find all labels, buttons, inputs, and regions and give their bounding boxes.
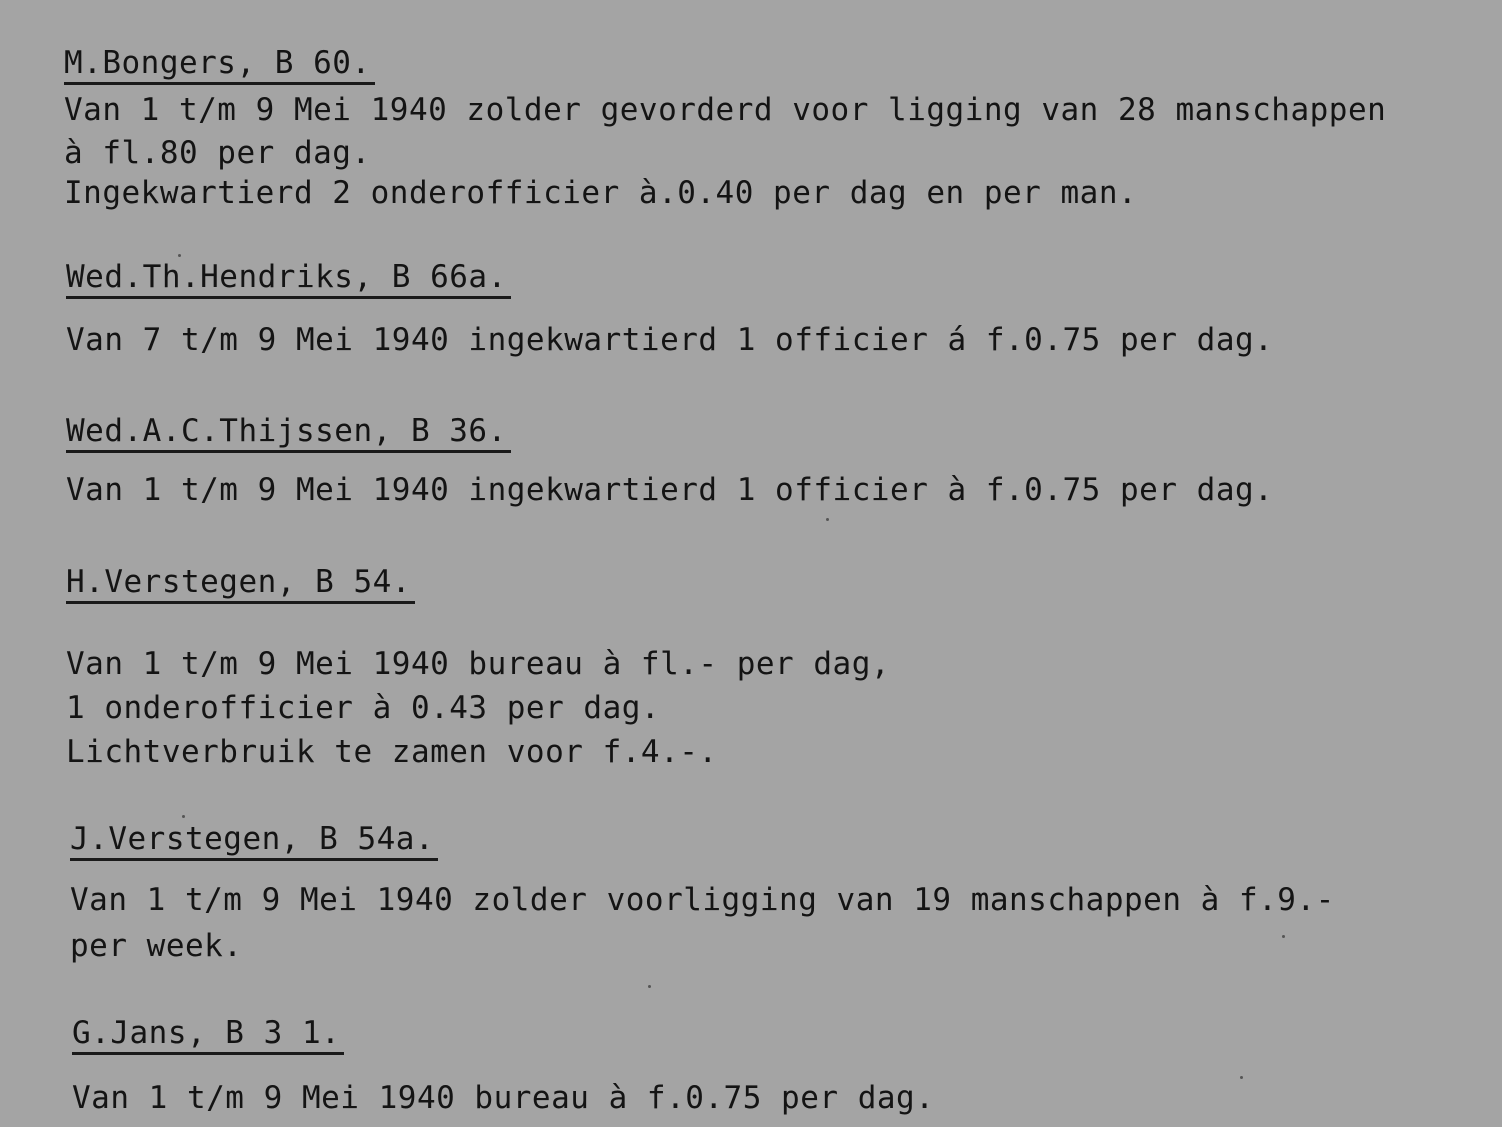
entry-h-verstegen — [66, 563, 890, 774]
entry-line: 1 onderofficier à 0.43 per dag. — [66, 690, 661, 726]
scan-speck — [1240, 1076, 1243, 1079]
entry-body — [70, 877, 1335, 969]
entry-heading: J.Verstegen, B 54a. — [70, 820, 438, 861]
entry-hendriks — [66, 258, 1273, 363]
scan-speck — [826, 518, 829, 521]
entry-body — [64, 87, 1386, 213]
entry-line: Van 1 t/m 9 Mei 1940 zolder gevorderd voor ligging van 28 manschappen — [64, 92, 1387, 128]
entry-heading: H.Verstegen, B 54. — [66, 563, 415, 604]
scan-speck — [1282, 935, 1285, 938]
entry-line: Lichtverbruik te zamen voor f.4.-. — [66, 734, 718, 770]
entry-line: à fl.80 per dag. — [64, 135, 371, 171]
scan-speck — [648, 985, 651, 988]
entry-j-verstegen — [70, 820, 1335, 969]
entry-body — [66, 467, 1273, 513]
scan-speck — [178, 254, 181, 257]
entry-line: per week. — [70, 928, 243, 964]
entry-thijssen — [66, 412, 1273, 513]
scan-speck — [182, 815, 185, 818]
entry-body — [66, 317, 1273, 363]
entry-line: Van 1 t/m 9 Mei 1940 ingekwartierd 1 officier à f.0.75 per dag. — [66, 472, 1274, 508]
entry-bongers — [64, 44, 1386, 213]
entry-jans — [72, 1014, 934, 1121]
entry-heading: Wed.A.C.Thijssen, B 36. — [66, 412, 511, 453]
entry-line: Van 1 t/m 9 Mei 1940 bureau à f.0.75 per dag. — [72, 1080, 935, 1116]
entry-heading: M.Bongers, B 60. — [64, 44, 375, 85]
entry-body — [72, 1075, 934, 1121]
entry-line: Van 7 t/m 9 Mei 1940 ingekwartierd 1 officier á f.0.75 per dag. — [66, 322, 1274, 358]
entry-heading: Wed.Th.Hendriks, B 66a. — [66, 258, 511, 299]
entry-body — [66, 642, 890, 774]
entry-line: Ingekwartierd 2 onderofficier à.0.40 per dag en per man. — [64, 175, 1138, 211]
entry-line: Van 1 t/m 9 Mei 1940 bureau à fl.- per dag, — [66, 646, 891, 682]
entry-heading: G.Jans, B 3 1. — [72, 1014, 344, 1055]
entry-line: Van 1 t/m 9 Mei 1940 zolder voorligging van 19 manschappen à f.9.- — [70, 882, 1335, 918]
